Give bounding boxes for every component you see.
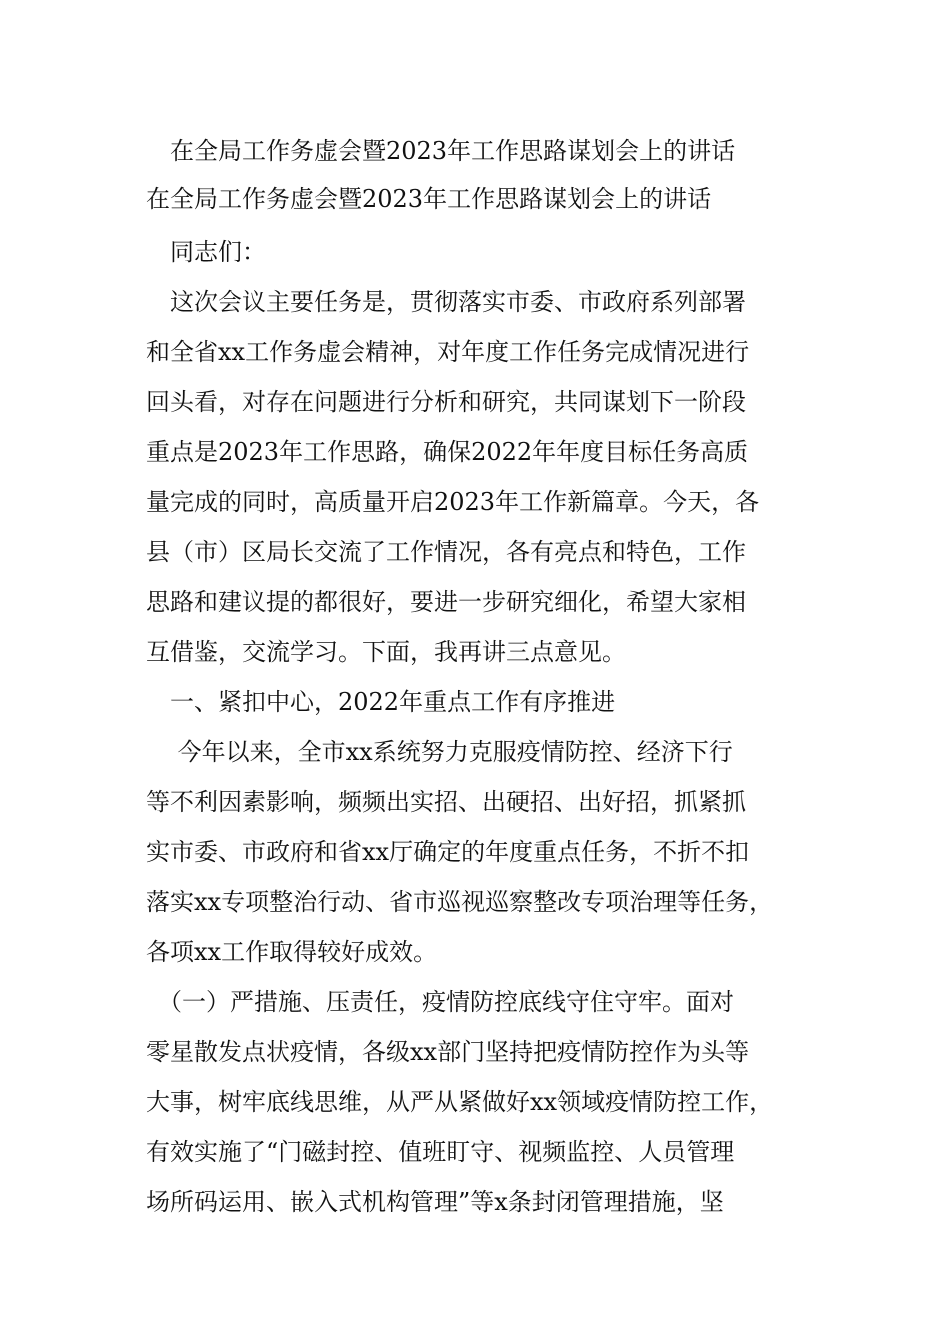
paragraph-line: 这次会议主要任务是，贯彻落实市委、市政府系列部署 — [146, 288, 746, 316]
paragraph-line: 和全省xx工作务虚会精神，对年度工作任务完成情况进行 — [146, 338, 750, 366]
paragraph-line: 回头看，对存在问题进行分析和研究，共同谋划下一阶段 — [146, 388, 746, 416]
paragraph-line: 有效实施了“门磁封控、值班盯守、视频监控、人员管理 — [146, 1138, 735, 1166]
paragraph-line: 实市委、市政府和省xx厅确定的年度重点任务，不折不扣 — [146, 838, 750, 866]
salutation: 同志们： — [146, 238, 266, 266]
document-body — [146, 125, 836, 1227]
subsection-line: （一）严措施、压责任，疫情防控底线守住守牢。面对 — [146, 988, 734, 1016]
paragraph-line: 零星散发点状疫情，各级xx部门坚持把疫情防控作为头等 — [146, 1038, 750, 1066]
paragraph-line: 重点是2023年工作思路，确保2022年年度目标任务高质 — [146, 438, 749, 466]
paragraph-line: 量完成的同时，高质量开启2023年工作新篇章。今天，各 — [146, 488, 760, 516]
paragraph-line: 各项xx工作取得较好成效。 — [146, 938, 438, 966]
paragraph-line: 等不利因素影响，频频出实招、出硬招、出好招，抓紧抓 — [146, 788, 746, 816]
section-heading: 一、紧扣中心，2022年重点工作有序推进 — [146, 688, 616, 716]
paragraph-line: 落实xx专项整治行动、省市巡视巡察整改专项治理等任务， — [146, 888, 774, 916]
paragraph-line: 场所码运用、嵌入式机构管理”等x条封闭管理措施，坚 — [146, 1188, 724, 1216]
paragraph-line: 今年以来，全市xx系统努力克服疫情防控、经济下行 — [146, 738, 733, 766]
paragraph-line: 互借鉴，交流学习。下面，我再讲三点意见。 — [146, 638, 626, 666]
document-title: 在全局工作务虚会暨2023年工作思路谋划会上的讲话 — [170, 137, 736, 165]
document-subtitle: 在全局工作务虚会暨2023年工作思路谋划会上的讲话 — [146, 185, 712, 213]
paragraph-line: 思路和建议提的都很好，要进一步研究细化，希望大家相 — [146, 588, 746, 616]
paragraph-line: 大事，树牢底线思维，从严从紧做好xx领域疫情防控工作， — [146, 1088, 774, 1116]
paragraph-line: 县（市）区局长交流了工作情况，各有亮点和特色，工作 — [146, 538, 746, 566]
